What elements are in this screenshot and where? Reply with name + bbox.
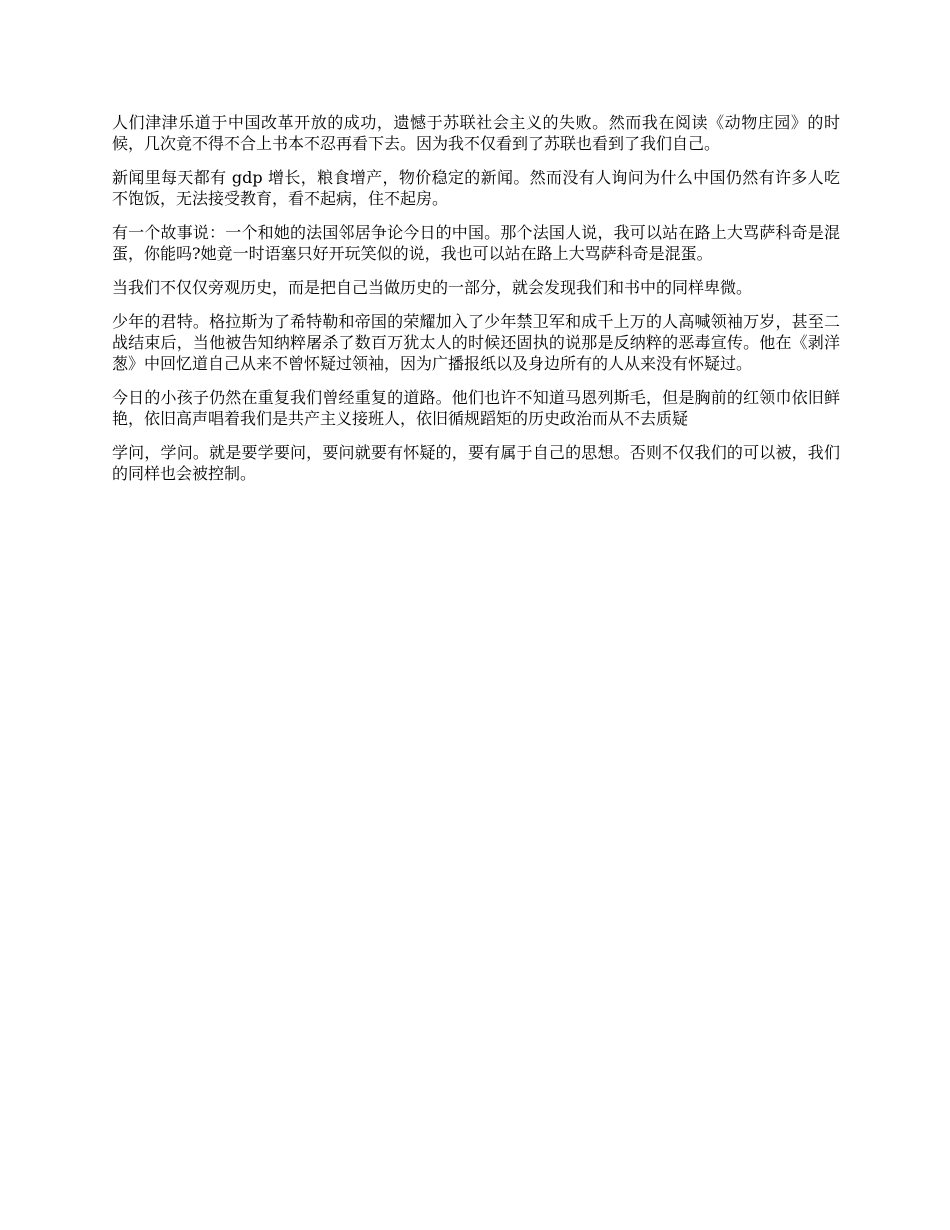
paragraph-1: 人们津津乐道于中国改革开放的成功，遗憾于苏联社会主义的失败。然而我在阅读《动物庄园》的时候，几次竟不得不合上书本不忍再看下去。因为我不仅看到了苏联也看到了我们自己。: [112, 113, 840, 153]
paragraph-3: 有一个故事说：一个和她的法国邻居争论今日的中国。那个法国人说，我可以站在路上大骂萨科奇是混蛋，你能吗?她竟一时语塞只好开玩笑似的说，我也可以站在路上大骂萨科奇是混蛋。: [112, 223, 840, 263]
paragraph-7: 学问，学问。就是要学要问，要问就要有怀疑的，要有属于自己的思想。否则不仅我们的可以被，我们的同样也会被控制。: [112, 443, 840, 483]
paragraph-4: 当我们不仅仅旁观历史，而是把自己当做历史的一部分，就会发现我们和书中的同样卑微。: [112, 278, 753, 297]
paragraph-6: 今日的小孩子仍然在重复我们曾经重复的道路。他们也许不知道马恩列斯毛，但是胸前的红领巾依旧鲜艳，依旧高声唱着我们是共产主义接班人，依旧循规蹈矩的历史政治而从不去质疑: [112, 388, 840, 428]
document-body: [112, 112, 840, 497]
paragraph-5: 少年的君特。格拉斯为了希特勒和帝国的荣耀加入了少年禁卫军和成千上万的人高喊领袖万岁，甚至二战结束后，当他被告知纳粹屠杀了数百万犹太人的时候还固执的说那是反纳粹的恶毒宣传。他在《剥洋葱》中回忆道自己从来不曾怀疑过领袖，因为广播报纸以及身边所有的人从来没有怀疑过。: [112, 312, 840, 373]
paragraph-2: 新闻里每天都有 gdp 增长，粮食增产，物价稳定的新闻。然而没有人询问为什么中国仍然有许多人吃不饱饭，无法接受教育，看不起病，住不起房。: [112, 168, 840, 208]
